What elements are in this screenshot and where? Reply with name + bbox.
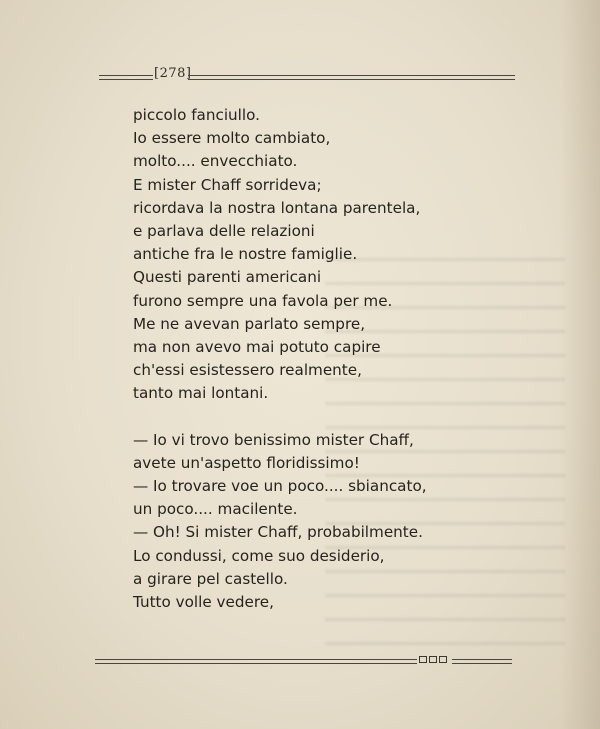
text-line: — Io trovare voe un poco.... sbiancato,	[133, 477, 427, 495]
text-line: un poco.... macilente.	[133, 500, 298, 519]
text-line: antiche fra le nostre famiglie.	[133, 245, 358, 264]
text-line: ma non avevo mai potuto capire	[133, 337, 381, 356]
text-line: tanto mai lontani.	[133, 384, 269, 403]
text-line: ch'essi esistessero realmente,	[133, 361, 362, 380]
text-line: a girare pel castello.	[133, 569, 288, 588]
text-line: furono sempre una favola per me.	[133, 291, 393, 310]
text-line: piccolo fanciullo.	[133, 106, 260, 124]
text-line: — Oh! Si mister Chaff, probabilmente.	[133, 523, 423, 542]
text-line: Io essere molto cambiato,	[133, 129, 331, 148]
text-line: avete un'aspetto floridissimo!	[133, 453, 360, 472]
ornament-square	[429, 656, 437, 663]
body-text	[133, 104, 463, 614]
header-rule-left	[99, 75, 153, 80]
text-line: Me ne avevan parlato sempre,	[133, 314, 366, 333]
text-line: e parlava delle relazioni	[133, 221, 315, 240]
stanza-break	[133, 405, 463, 428]
text-line: Tutto volle vedere,	[133, 592, 274, 611]
ornament-square	[419, 656, 427, 663]
page-number: [278]	[154, 66, 192, 81]
page-edge-shadow	[560, 0, 600, 729]
text-line: Questi parenti americani	[133, 268, 322, 287]
header-rule-right	[188, 75, 515, 80]
ornament-square	[439, 656, 447, 663]
footer-rule-left	[95, 659, 417, 664]
text-line: — Io vi trovo benissimo mister Chaff,	[133, 430, 414, 449]
text-line: E mister Chaff sorrideva;	[133, 175, 322, 194]
footer-ornament	[419, 656, 447, 663]
text-line: molto.... envecchiato.	[133, 152, 298, 171]
text-line: Lo condussi, come suo desiderio,	[133, 546, 385, 565]
text-line: ricordava la nostra lontana parentela,	[133, 198, 421, 217]
footer-rule-right	[452, 659, 512, 664]
